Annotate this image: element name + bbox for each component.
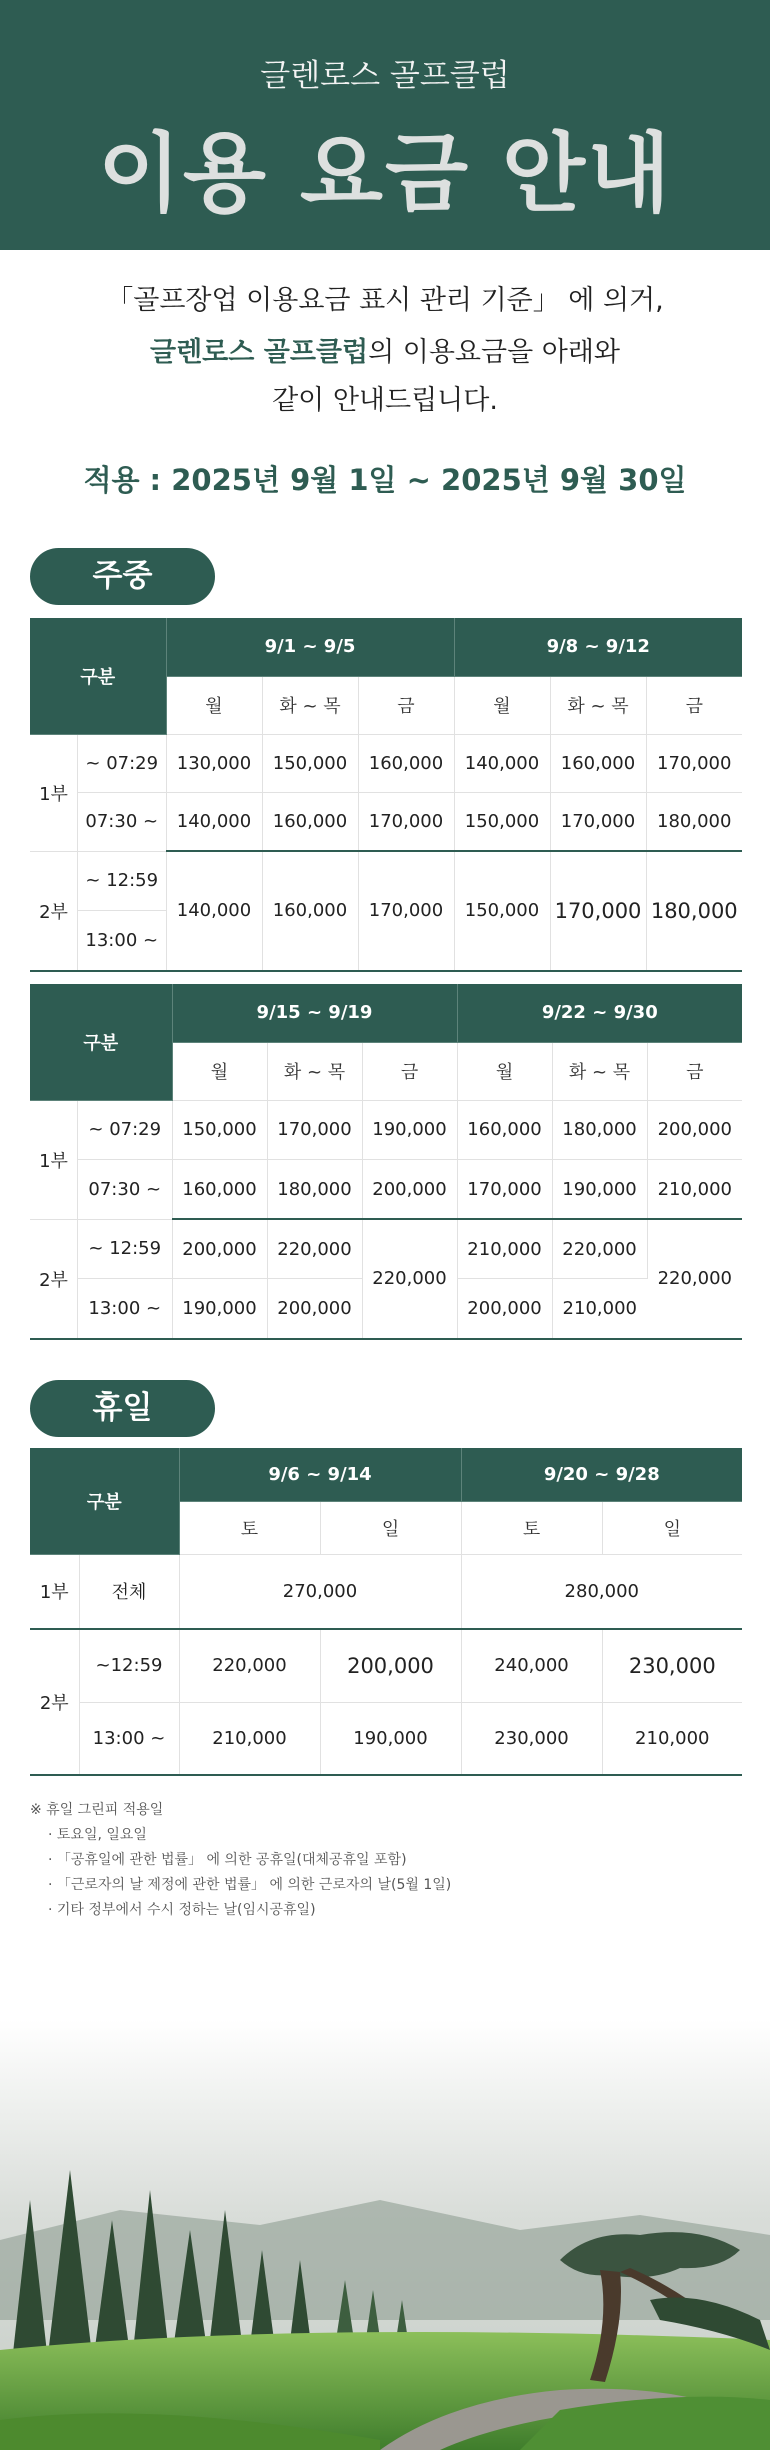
week-range-header: 9/6 ~ 9/14 [179,1448,461,1501]
price-cell: 200,000 [457,1279,552,1339]
table-row [30,1702,742,1775]
time-slot: ~ 12:59 [78,852,166,912]
day-header: 월 [457,1042,552,1100]
price-cell: 190,000 [172,1279,267,1339]
day-header: 월 [166,676,262,734]
price-cell: 160,000 [550,734,646,793]
time-slot: ~ 07:29 [78,735,166,794]
day-header: 월 [172,1042,267,1100]
part-label: 1부 [30,735,78,851]
table-row [30,1219,742,1279]
price-cell: 160,000 [262,851,358,971]
intro-line-3: 같이 안내드립니다. [272,385,498,416]
price-cell: 160,000 [457,1100,552,1160]
day-header: 금 [646,676,742,734]
week-range-header: 9/15 ~ 9/19 [172,984,457,1042]
price-cell: 180,000 [646,851,742,971]
table-row [30,1100,742,1160]
day-header: 일 [602,1501,742,1554]
holiday-notes [30,1798,451,1923]
price-cell: 160,000 [172,1160,267,1220]
day-header: 화 ~ 목 [267,1042,362,1100]
weekday-rate-table-1 [30,618,742,972]
price-cell: 200,000 [362,1160,457,1220]
part-label: 1부 [30,1554,79,1629]
gubun-header: 구분 [30,618,166,734]
price-cell: 220,000 [179,1629,320,1702]
table-row [30,734,742,793]
time-slot: ~12:59 [79,1629,179,1702]
price-cell: 150,000 [172,1100,267,1160]
note-item: · 「공휴일에 관한 법률」 에 의한 공휴일(대체공휴일 포함) [48,1852,407,1868]
price-cell: 140,000 [166,851,262,971]
day-header: 화 ~ 목 [552,1042,647,1100]
price-cell: 190,000 [362,1100,457,1160]
price-cell: 160,000 [262,793,358,852]
week-range-header: 9/1 ~ 9/5 [166,618,454,676]
holiday-rate-table [30,1448,742,1776]
price-cell: 140,000 [454,734,550,793]
time-slot: 전체 [79,1554,179,1629]
part-cell [30,851,166,971]
price-cell: 170,000 [267,1100,362,1160]
club-name-highlight: 글렌로스 골프클럽 [150,337,369,368]
notes-title: ※ 휴일 그린피 적용일 [30,1802,164,1818]
price-cell: 180,000 [552,1100,647,1160]
time-slot: ~ 12:59 [78,1220,172,1280]
price-cell: 200,000 [172,1219,267,1279]
day-header: 일 [320,1501,461,1554]
gubun-header: 구분 [30,984,172,1100]
apply-period: 적용 : 2025년 9월 1일 ~ 2025년 9월 30일 [83,463,687,497]
note-item: · 「근로자의 날 제정에 관한 법률」 에 의한 근로자의 날(5월 1일) [48,1877,452,1893]
price-cell: 190,000 [552,1160,647,1220]
note-item: · 기타 정부에서 수시 정하는 날(임시공휴일) [48,1902,316,1918]
page-header [0,0,770,250]
price-cell: 200,000 [267,1279,362,1339]
price-cell: 130,000 [166,734,262,793]
price-cell: 160,000 [358,734,454,793]
price-cell: 170,000 [457,1160,552,1220]
price-cell: 220,000 [647,1219,742,1339]
table-row [30,1554,742,1629]
day-header: 월 [454,676,550,734]
price-cell: 140,000 [166,793,262,852]
price-cell: 280,000 [461,1554,742,1629]
price-cell: 210,000 [647,1160,742,1220]
price-cell: 230,000 [602,1629,742,1702]
day-header: 금 [647,1042,742,1100]
day-header: 토 [461,1501,602,1554]
time-slot: 07:30 ~ [88,1178,162,1200]
price-cell: 150,000 [454,851,550,971]
part-label: 1부 [30,1101,78,1219]
price-cell: 220,000 [267,1219,362,1279]
price-cell: 200,000 [320,1629,461,1702]
part-label: 2부 [30,1220,78,1338]
day-header: 화 ~ 목 [262,676,358,734]
price-cell: 150,000 [454,793,550,852]
week-range-header: 9/20 ~ 9/28 [461,1448,742,1501]
time-slot: 13:00 ~ [88,1297,162,1319]
weekday-section-label: 주중 [30,548,215,605]
time-slot: 07:30 ~ [85,811,159,833]
price-cell: 170,000 [646,734,742,793]
holiday-section-label: 휴일 [30,1380,215,1437]
price-cell: 170,000 [358,851,454,971]
price-cell: 270,000 [179,1554,461,1629]
price-cell: 180,000 [646,793,742,852]
price-cell: 210,000 [457,1219,552,1279]
price-cell: 180,000 [267,1160,362,1220]
part-label: 2부 [30,1629,79,1775]
part-label: 2부 [30,852,78,970]
week-range-header: 9/8 ~ 9/12 [454,618,742,676]
price-cell: 230,000 [461,1702,602,1775]
note-item: · 토요일, 일요일 [48,1827,147,1843]
club-name: 글렌로스 골프클럽 [260,58,510,94]
time-slot: 13:00 ~ [85,929,159,951]
time-slot: 13:00 ~ [79,1702,179,1775]
price-cell: 240,000 [461,1629,602,1702]
price-cell: 170,000 [550,851,646,971]
day-header: 금 [358,676,454,734]
table-row [30,851,742,971]
weekday-rate-table-2 [30,984,742,1340]
price-cell: 210,000 [602,1702,742,1775]
golf-course-landscape-image [0,2020,770,2450]
price-cell: 200,000 [647,1100,742,1160]
price-cell: 170,000 [358,793,454,852]
page-title: 이용 요금 안내 [97,124,673,224]
price-cell: 220,000 [552,1219,647,1279]
price-cell: 220,000 [362,1219,457,1339]
gubun-header: 구분 [30,1448,179,1554]
day-header: 토 [179,1501,320,1554]
day-header: 금 [362,1042,457,1100]
intro-line-1: 「골프장업 이용요금 표시 관리 기준」 에 의거, [106,285,664,316]
part-cell [30,1100,172,1219]
price-cell: 210,000 [179,1702,320,1775]
price-cell: 150,000 [262,734,358,793]
time-slot: ~ 07:29 [78,1101,172,1161]
intro-line-2-rest: 의 이용요금을 아래와 [368,337,620,368]
part-cell [30,1219,172,1339]
part-cell [30,734,166,851]
price-cell: 190,000 [320,1702,461,1775]
price-cell: 210,000 [552,1279,647,1339]
week-range-header: 9/22 ~ 9/30 [457,984,742,1042]
day-header: 화 ~ 목 [550,676,646,734]
price-cell: 170,000 [550,793,646,852]
intro-line-2 [0,330,770,369]
table-row [30,1629,742,1702]
